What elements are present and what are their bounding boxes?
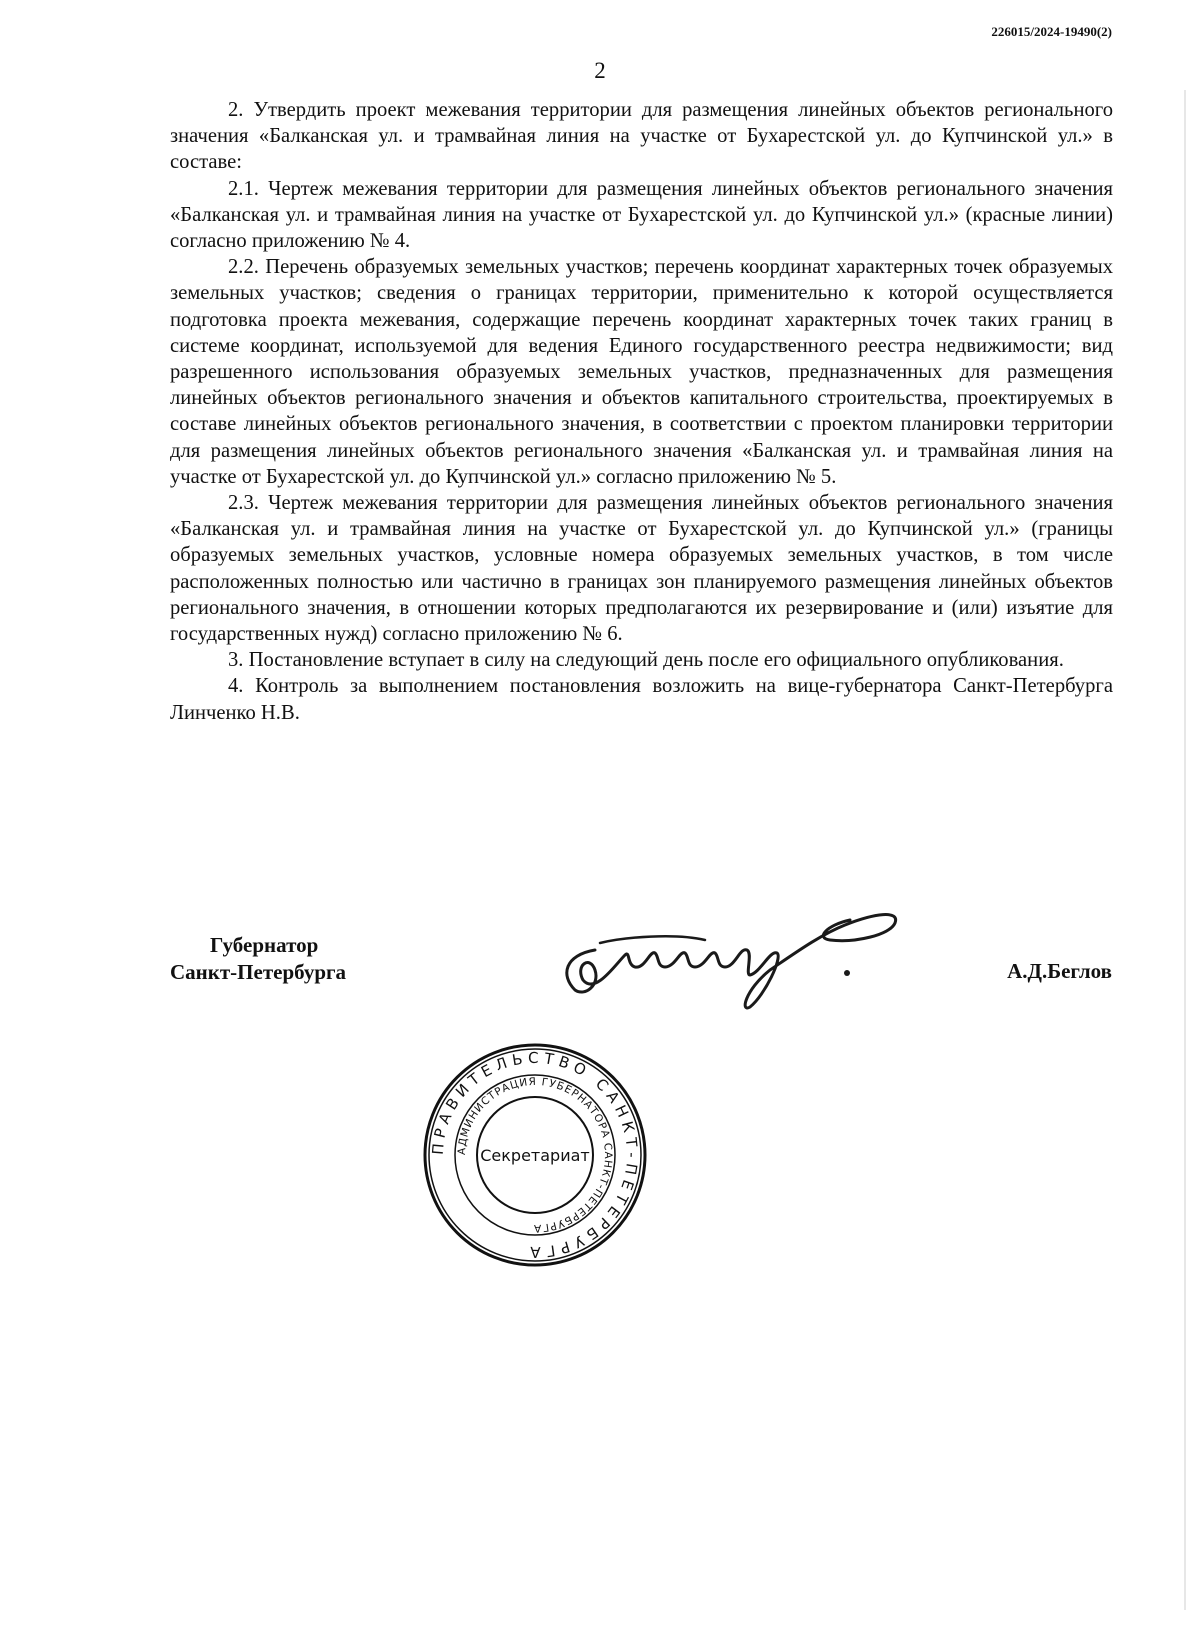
official-seal-stamp bbox=[420, 1040, 650, 1270]
handwritten-signature bbox=[555, 895, 935, 1015]
signatory-title-line1: Губернатор bbox=[210, 933, 319, 957]
document-number: 226015/2024-19490(2) bbox=[991, 24, 1112, 39]
paragraph-2-1: 2.1. Чертеж межевания территории для размещения линейных объектов регионального значения «Балканская ул. и трамвайная линия на участке от Бухарестской ул. до Купчинской ул.» (красные линии) согласно приложению № 4. bbox=[170, 177, 1113, 253]
paragraph-3: 3. Постановление вступает в силу на следующий день после его официального опубликования. bbox=[228, 649, 1064, 672]
paragraph-4: 4. Контроль за выполнением постановления возложить на вице-губернатора Санкт-Петербурга Линченко Н.В. bbox=[170, 675, 1113, 724]
stamp-center-text: Секретариат bbox=[480, 1146, 590, 1165]
paragraph-2-2: 2.2. Перечень образуемых земельных участков; перечень координат характерных точек образуемых земельных участков; сведения о границах территории, применительно к которой осуществляется подготовка проекта межевания, содержащие перечень координат характерных точек таких границ в системе координат, используемой для ведения Единого государственного реестра недвижимости; вид разрешенного использования образуемых земельных участков, предназначенных для размещения линейных объектов регионального значения и объектов капитального строительства, проектируемых в составе линейных объектов регионального значения, в соответствии с проектом планировки территории для размещения линейных объектов регионального значения «Балканская ул. и трамвайная линия на участке от Бухарестской ул. до Купчинской ул.» согласно приложению № 5. bbox=[170, 256, 1113, 488]
signatory-title bbox=[170, 932, 346, 986]
signatory-title-line2: Санкт-Петербурга bbox=[170, 960, 347, 984]
signatory-name: А.Д.Беглов bbox=[1007, 959, 1112, 983]
page-number: 2 bbox=[594, 58, 606, 83]
stamp-inner-text: АДМИНИСТРАЦИЯ ГУБЕРНАТОРА САНКТ-ПЕТЕРБУРГА bbox=[455, 1075, 615, 1235]
scan-edge-line bbox=[1184, 90, 1186, 1610]
paragraph-2: 2. Утвердить проект межевания территории для размещения линейных объектов регионального значения «Балканская ул. и трамвайная линия на участке от Бухарестской ул. до Купчинской ул.» в составе: bbox=[170, 99, 1113, 174]
paragraph-2-3: 2.3. Чертеж межевания территории для размещения линейных объектов регионального значения «Балканская ул. и трамвайная линия на участке от Бухарестской ул. до Купчинской ул.» (границы образуемых земельных участков, условные номера образуемых земельных участков, в том числе расположенных полностью или частично в границах зон планируемого размещения линейных объектов регионального значения, в отношении которых предполагаются их резервирование и (или) изъятие для государственных нужд) согласно приложению № 6. bbox=[170, 492, 1113, 646]
stamp-outer-text: ПРАВИТЕЛЬСТВО САНКТ-ПЕТЕРБУРГА bbox=[428, 1048, 642, 1262]
document-body bbox=[170, 97, 1113, 726]
